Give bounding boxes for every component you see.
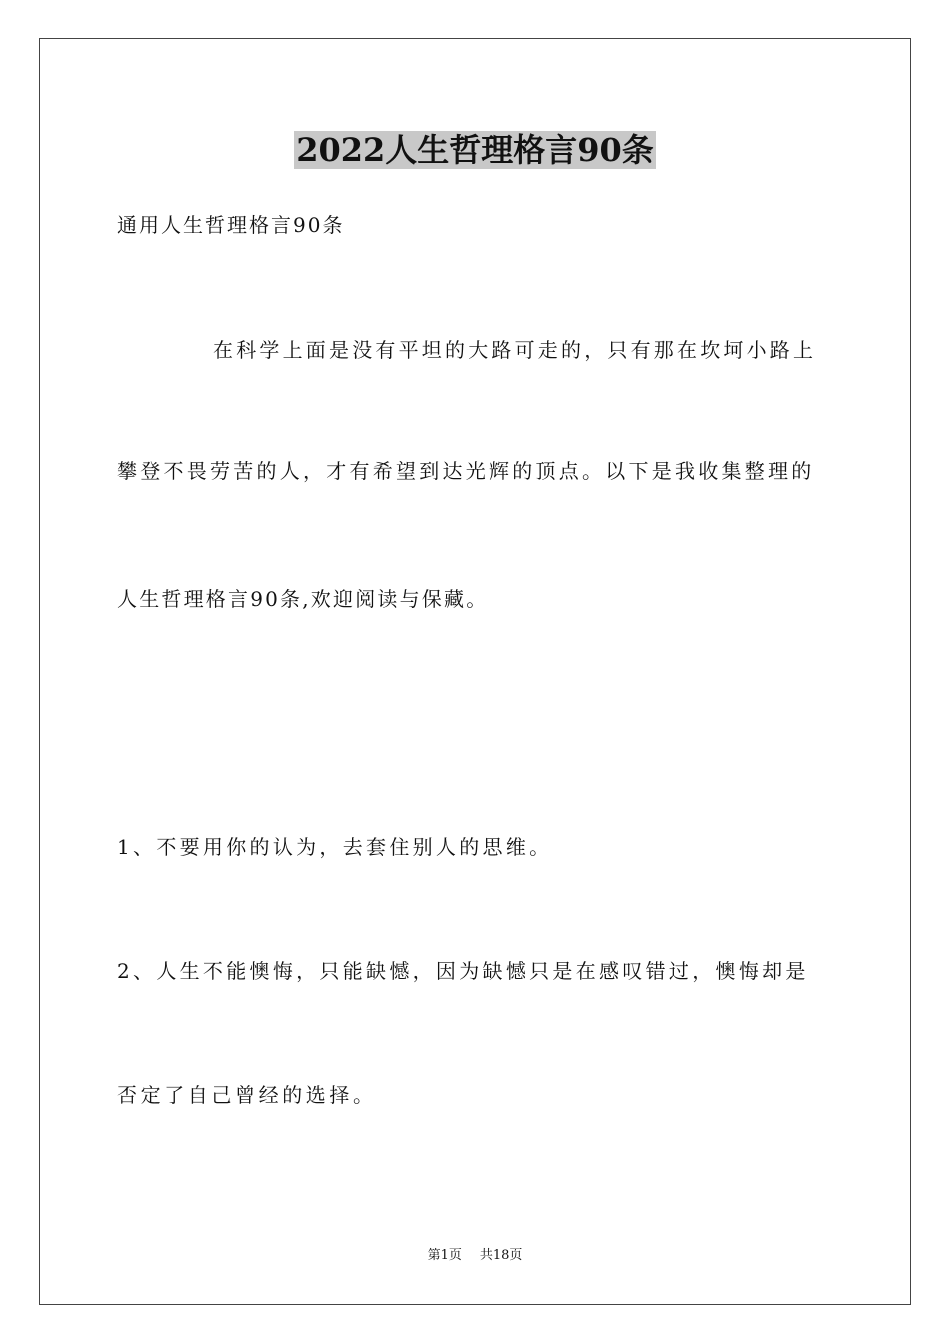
quote-item-2-continued: 否定了自己曾经的选择。 — [117, 1083, 377, 1107]
page-footer — [0, 1247, 950, 1265]
page-number-total: 共18页 — [479, 1248, 523, 1263]
document-title-text: 2022人生哲理格言90条 — [296, 131, 654, 169]
intro-line-2: 攀登不畏劳苦的人，才有希望到达光辉的顶点。以下是我收集整理的 — [117, 459, 815, 483]
quote-item-1: 1、不要用你的认为，去套住别人的思维。 — [117, 835, 553, 859]
document-title — [0, 128, 950, 172]
intro-line-3: 人生哲理格言90条,欢迎阅读与保藏。 — [117, 587, 489, 611]
intro-line-1: 在科学上面是没有平坦的大路可走的，只有那在坎坷小路上 — [213, 338, 817, 362]
quote-item-2: 2、人生不能懊悔，只能缺憾，因为缺憾只是在感叹错过，懊悔却是 — [117, 959, 809, 983]
page-number-current: 第1页 — [427, 1248, 462, 1263]
document-subtitle: 通用人生哲理格言90条 — [117, 213, 345, 237]
